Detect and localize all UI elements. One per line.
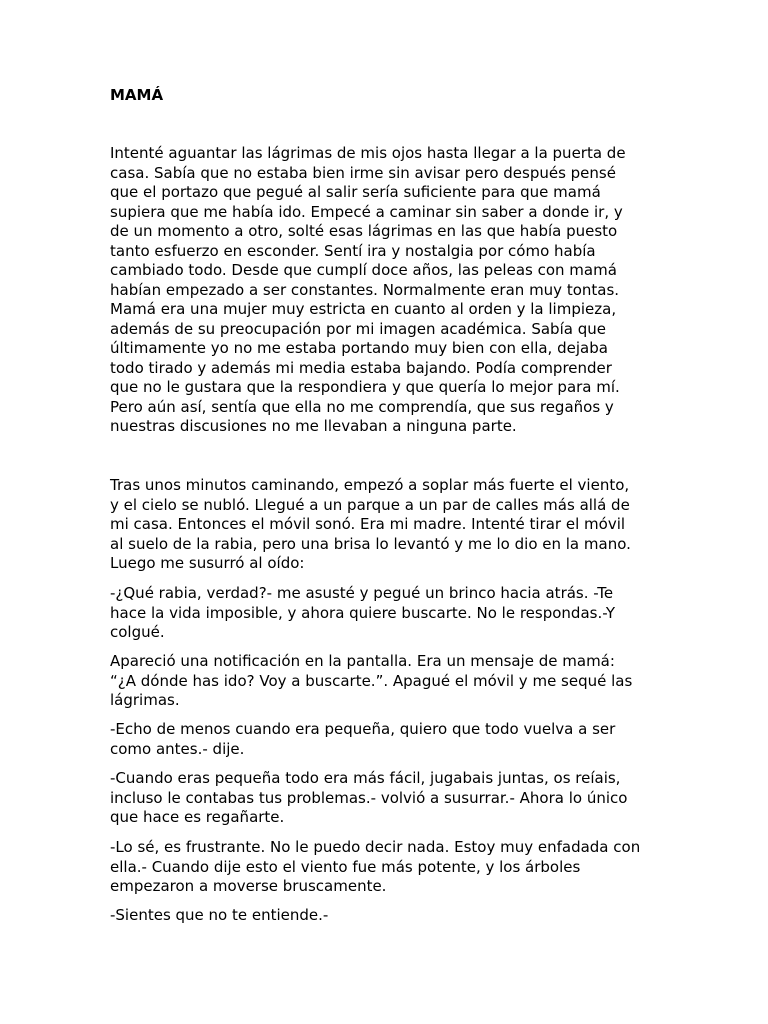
paragraph-4: Apareció una notificación en la pantalla. Era un mensaje de mamá: “¿A dónde has ido? Voy a buscarte.”. Apagué el móvil y me sequé las lágrimas.	[110, 652, 633, 709]
paragraph-1: Intenté aguantar las lágrimas de mis ojos hasta llegar a la puerta de casa. Sabía que no estaba bien irme sin avisar pero después pensé que el portazo que pegué al salir sería suficiente para que mamá supiera que me había ido. Empecé a caminar sin saber a donde ir, y de un momento a otro, solté esas lágrimas en las que había puesto tanto esfuerzo en esconder. Sentí ira y nostalgia por cómo había cambiado todo. Desde que cumplí doce años, las peleas con mamá habían empezado a ser constantes. Normalmente eran muy tontas. Mamá era una mujer muy estricta en cuanto al orden y la limpieza, además de su preocupación por mi imagen académica. Sabía que últimamente yo no me estaba portando muy bien con ella, dejaba todo tirado y además mi media estaba bajando. Podía comprender que no le gustara que la respondiera y que quería lo mejor para mí. Pero aún así, sentía que ella no me comprendía, que sus regaños y nuestras discusiones no me llevaban a ninguna parte.	[110, 144, 626, 435]
paragraph-7: -Lo sé, es frustrante. No le puedo decir nada. Estoy muy enfadada con ella.- Cuando dije esto el viento fue más potente, y los árboles empezaron a moverse bruscamente.	[110, 838, 641, 895]
paragraph-8: -Sientes que no te entiende.-	[110, 906, 329, 924]
paragraph-5: -Echo de menos cuando era pequeña, quiero que todo vuelva a ser como antes.- dije.	[110, 720, 616, 758]
paragraph-6: -Cuando eras pequeña todo era más fácil, jugabais juntas, os reíais, incluso le contabas tus problemas.- volvió a susurrar.- Ahora lo único que hace es regañarte.	[110, 769, 628, 826]
paragraph-3: -¿Qué rabia, verdad?- me asusté y pegué un brinco hacia atrás. -Te hace la vida imposible, y ahora quiere buscarte. No le respondas.-Y colgué.	[110, 584, 616, 641]
document-title: MAMÁ	[110, 86, 164, 104]
paragraph-2: Tras unos minutos caminando, empezó a soplar más fuerte el viento, y el cielo se nubló. Llegué a un parque a un par de calles más allá de mi casa. Entonces el móvil sonó. Era mi madre. Intenté tirar el móvil al suelo de la rabia, pero una brisa lo levantó y me lo dio en la mano. Luego me susurró al oído:	[110, 476, 631, 572]
